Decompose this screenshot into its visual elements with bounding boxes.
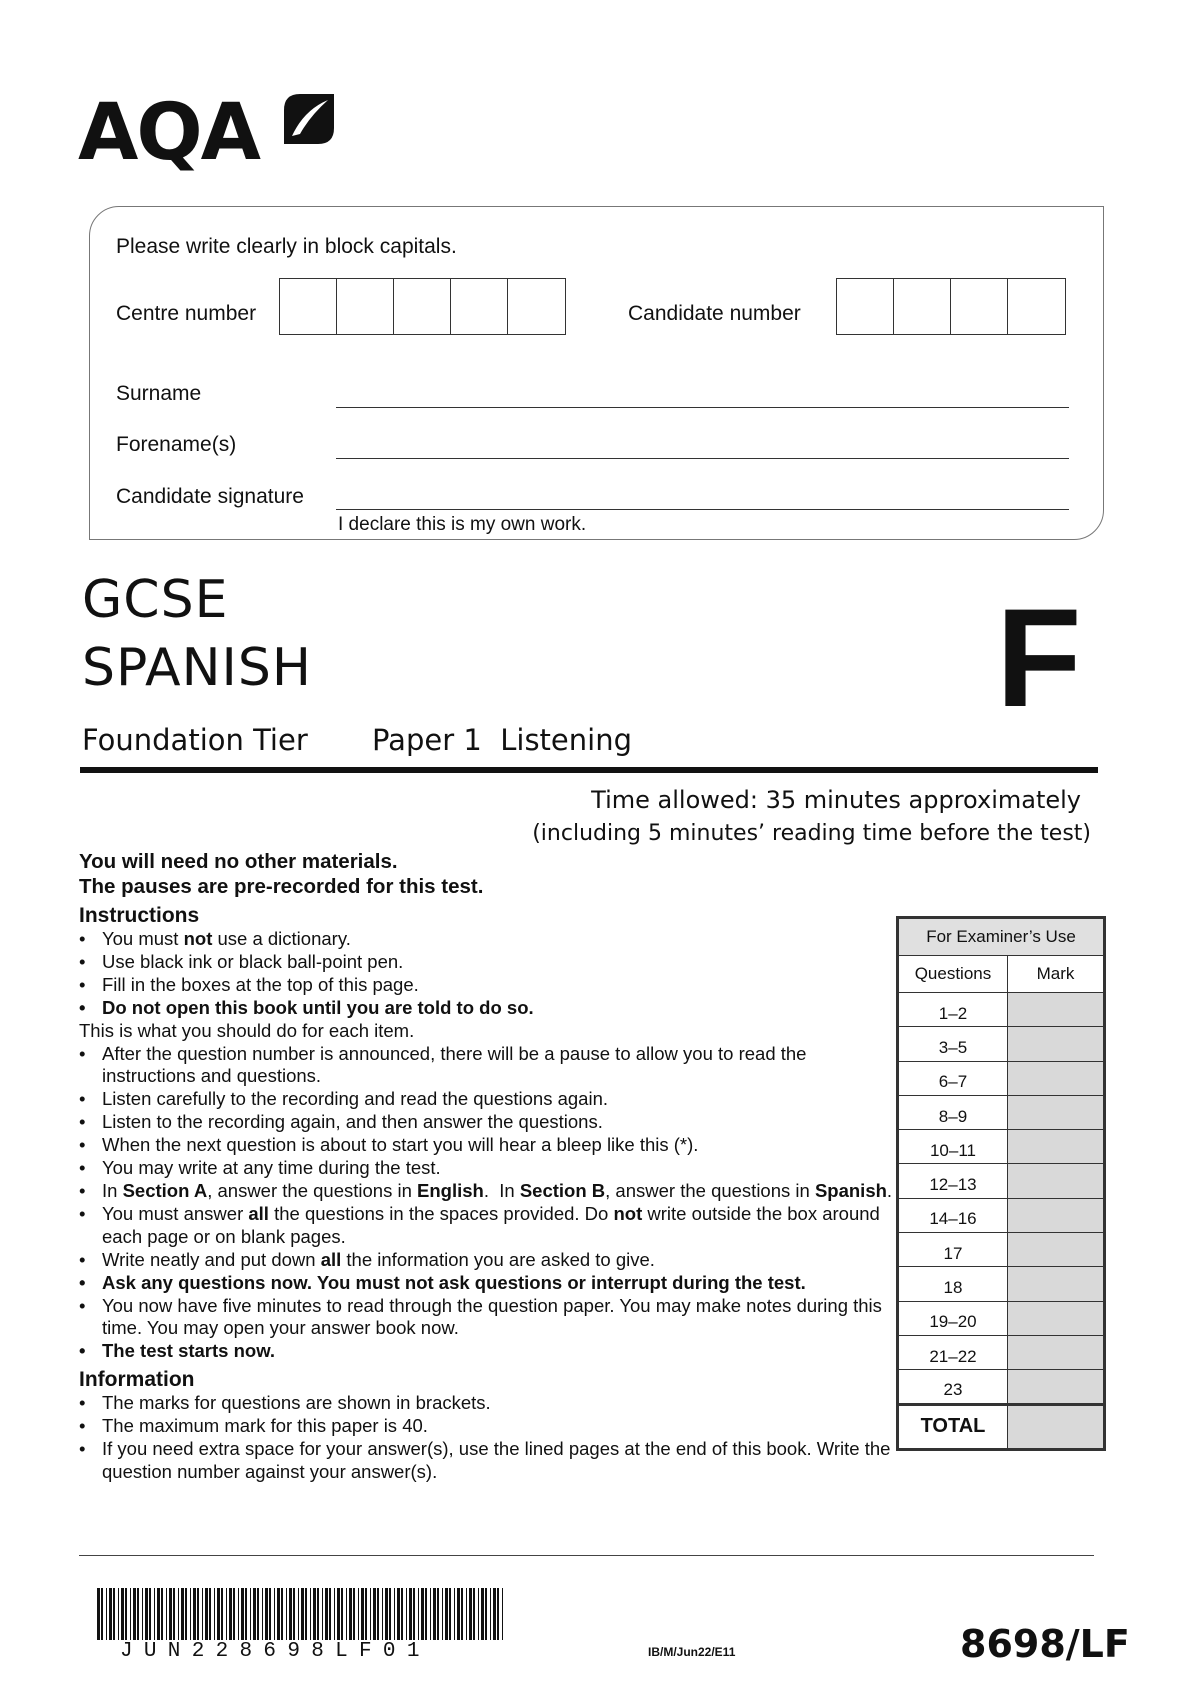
barcode-bar	[466, 1588, 467, 1640]
mark-cell[interactable]	[1007, 1370, 1103, 1404]
barcode-bar	[397, 1588, 400, 1640]
barcode-bar	[329, 1588, 331, 1640]
barcode-bar	[233, 1588, 235, 1640]
mark-cell[interactable]	[1007, 1301, 1103, 1335]
aqa-leaf-icon	[280, 90, 338, 148]
list-item: • Listen carefully to the recording and read the questions again.	[79, 1088, 899, 1111]
question-range-cell: 23	[899, 1370, 1008, 1404]
centre-number-box[interactable]	[394, 279, 451, 334]
barcode-bar	[361, 1588, 364, 1640]
candidate-details-box	[89, 206, 1104, 540]
barcode-bar	[145, 1588, 148, 1640]
barcode-bar	[193, 1588, 196, 1640]
list-item: • You must not use a dictionary.	[79, 928, 899, 951]
list-item: • In Section A, answer the questions in English. In Section B, answer the questions in Spanish.	[79, 1180, 899, 1203]
barcode-bar	[406, 1588, 407, 1640]
table-row	[899, 1370, 1104, 1404]
barcode-bar	[401, 1588, 403, 1640]
barcode-bar	[457, 1588, 460, 1640]
barcode-bar	[241, 1588, 244, 1640]
list-item: • You now have five minutes to read through the question paper. You may make notes during this time. You may open your answer book now.	[79, 1295, 899, 1341]
barcode-bar	[454, 1588, 455, 1640]
list-item: • Listen to the recording again, and then answer the questions.	[79, 1111, 899, 1134]
barcode-bar	[490, 1588, 491, 1640]
barcode-bar	[281, 1588, 283, 1640]
barcode-bar	[205, 1588, 208, 1640]
table-row	[899, 993, 1104, 1027]
barcode-bar	[289, 1588, 292, 1640]
barcode-bar	[409, 1588, 412, 1640]
barcode-bar	[502, 1588, 503, 1640]
centre-number-boxes[interactable]	[279, 278, 566, 335]
mark-cell[interactable]	[1007, 1130, 1103, 1164]
barcode-bar	[425, 1588, 427, 1640]
barcode-bar	[413, 1588, 415, 1640]
barcode-bar	[238, 1588, 239, 1640]
barcode-bar	[358, 1588, 359, 1640]
paper-reference: IB/M/Jun22/E11	[648, 1645, 736, 1659]
list-item: • Do not open this book until you are told to do so.	[79, 997, 899, 1020]
tier-letter: F	[996, 579, 1082, 736]
declaration-text: I declare this is my own work.	[338, 514, 587, 535]
list-item: • The marks for questions are shown in brackets.	[79, 1392, 899, 1415]
barcode-bar	[493, 1588, 496, 1640]
barcode-bar	[142, 1588, 143, 1640]
aqa-logo	[78, 90, 348, 182]
question-range-cell: 14–16	[899, 1198, 1008, 1232]
question-range-cell: 17	[899, 1233, 1008, 1267]
barcode-bar	[277, 1588, 280, 1640]
barcode-bar	[334, 1588, 335, 1640]
barcode-bar	[421, 1588, 424, 1640]
barcode-bar	[109, 1588, 112, 1640]
barcode-bar	[245, 1588, 247, 1640]
barcode-bar	[173, 1588, 175, 1640]
subject-title: SPANISH	[82, 638, 312, 698]
list-item: • You may write at any time during the test.	[79, 1157, 899, 1180]
forename-field[interactable]	[336, 458, 1069, 459]
surname-field[interactable]	[336, 407, 1069, 408]
barcode-bar	[221, 1588, 223, 1640]
barcode-bar	[190, 1588, 191, 1640]
barcode-icon	[97, 1588, 507, 1640]
list-item: • After the question number is announced, there will be a pause to allow you to read the instructions and questions.	[79, 1043, 899, 1089]
forename-label: Forename(s)	[116, 433, 237, 456]
barcode-bar	[214, 1588, 215, 1640]
barcode-bar	[113, 1588, 115, 1640]
barcode-bar	[377, 1588, 379, 1640]
barcode-bar	[370, 1588, 371, 1640]
candidate-number-box[interactable]	[837, 279, 894, 334]
barcode-bar	[473, 1588, 475, 1640]
candidate-number-box[interactable]	[1008, 279, 1065, 334]
table-row	[899, 1164, 1104, 1198]
barcode-bar	[353, 1588, 355, 1640]
barcode-bar	[154, 1588, 155, 1640]
table-row	[899, 1335, 1104, 1369]
list-item: • Write neatly and put down all the information you are asked to give.	[79, 1249, 899, 1272]
table-row	[899, 1061, 1104, 1095]
tier-label: Foundation Tier	[82, 723, 308, 757]
surname-label: Surname	[116, 382, 202, 405]
barcode-bar	[149, 1588, 151, 1640]
block-capitals-instruction: Please write clearly in block capitals.	[116, 235, 457, 258]
mark-cell[interactable]	[1007, 1335, 1103, 1369]
mark-cell[interactable]	[1007, 1164, 1103, 1198]
barcode-bar	[298, 1588, 299, 1640]
barcode-bar	[385, 1588, 388, 1640]
barcode-bar	[97, 1588, 100, 1640]
barcode-bar	[209, 1588, 211, 1640]
barcode-bar	[325, 1588, 328, 1640]
barcode-bar	[322, 1588, 323, 1640]
mark-cell[interactable]	[1007, 993, 1103, 1027]
list-item: • If you need extra space for your answer(s), use the lined pages at the end of this book. Write the question number against your answer(s).	[79, 1438, 899, 1484]
question-range-cell: 18	[899, 1267, 1008, 1301]
question-range-cell: 12–13	[899, 1164, 1008, 1198]
barcode-bar	[442, 1588, 443, 1640]
question-range-cell: 19–20	[899, 1301, 1008, 1335]
table-row	[899, 1233, 1104, 1267]
barcode-bar	[445, 1588, 448, 1640]
barcode-bar	[485, 1588, 487, 1640]
barcode-bar	[305, 1588, 307, 1640]
barcode-bar	[226, 1588, 227, 1640]
footer-divider	[79, 1555, 1094, 1556]
centre-number-label: Centre number	[116, 302, 257, 325]
centre-number-box[interactable]	[508, 279, 565, 334]
time-note: (including 5 minutes’ reading time before the test)	[532, 821, 1091, 846]
barcode-bar	[253, 1588, 256, 1640]
candidate-number-box[interactable]	[894, 279, 951, 334]
barcode-bar	[101, 1588, 103, 1640]
question-range-cell: 10–11	[899, 1130, 1008, 1164]
table-row	[899, 1095, 1104, 1129]
information-list	[79, 1392, 899, 1484]
barcode-bar	[469, 1588, 472, 1640]
barcode-bar	[346, 1588, 347, 1640]
specification-code: 8698/LF	[960, 1622, 1130, 1666]
candidate-number-boxes[interactable]	[836, 278, 1066, 335]
barcode-bar	[310, 1588, 311, 1640]
barcode-bar	[269, 1588, 271, 1640]
barcode-bar	[178, 1588, 179, 1640]
barcode-bar	[125, 1588, 127, 1640]
barcode-bar	[250, 1588, 251, 1640]
examiner-table-title: For Examiner’s Use	[899, 919, 1104, 956]
mark-cell[interactable]	[1007, 1061, 1103, 1095]
question-range-cell: 21–22	[899, 1335, 1008, 1369]
barcode-bar	[137, 1588, 139, 1640]
barcode-bar	[202, 1588, 203, 1640]
questions-column-header: Questions	[899, 956, 1008, 993]
barcode-bar	[133, 1588, 136, 1640]
barcode-bar	[181, 1588, 184, 1640]
list-item: • The maximum mark for this paper is 40.	[79, 1415, 899, 1438]
centre-number-box[interactable]	[337, 279, 394, 334]
candidate-number-box[interactable]	[951, 279, 1008, 334]
barcode-bar	[169, 1588, 172, 1640]
total-row	[899, 1404, 1104, 1448]
instructions-section	[79, 849, 899, 1484]
barcode-bar	[497, 1588, 499, 1640]
barcode-bar	[301, 1588, 304, 1640]
pauses-line: The pauses are pre-recorded for this test.	[79, 875, 484, 898]
barcode-bar	[121, 1588, 124, 1640]
total-label: TOTAL	[899, 1404, 1008, 1448]
mark-cell[interactable]	[1007, 1198, 1103, 1232]
signature-field[interactable]	[336, 509, 1069, 510]
barcode-bar	[337, 1588, 340, 1640]
list-item: • When the next question is about to start you will hear a bleep like this (*).	[79, 1134, 899, 1157]
time-allowed: Time allowed: 35 minutes approximately	[591, 786, 1081, 814]
candidate-number-label: Candidate number	[628, 302, 801, 325]
barcode-bar	[257, 1588, 259, 1640]
barcode-bar	[286, 1588, 287, 1640]
instructions-list	[79, 928, 899, 1020]
signature-label: Candidate signature	[116, 485, 304, 508]
list-item: • You must answer all the questions in the spaces provided. Do not write outside the box around each page or on blank pages.	[79, 1203, 899, 1249]
materials-line: You will need no other materials.	[79, 850, 398, 873]
barcode-bar	[430, 1588, 431, 1640]
list-item: • Fill in the boxes at the top of this page.	[79, 974, 899, 997]
centre-number-box[interactable]	[451, 279, 508, 334]
barcode-bar	[433, 1588, 436, 1640]
what-to-do-text: This is what you should do for each item.	[79, 1019, 415, 1041]
qualification-title: GCSE	[82, 570, 229, 630]
aqa-logo-text: AQA	[78, 88, 260, 178]
barcode-bar	[197, 1588, 199, 1640]
mark-column-header: Mark	[1007, 956, 1103, 993]
question-range-cell: 1–2	[899, 993, 1008, 1027]
total-mark-cell[interactable]	[1007, 1404, 1103, 1448]
examiner-use-table	[896, 916, 1106, 1451]
barcode-bar	[382, 1588, 383, 1640]
barcode-bar	[373, 1588, 376, 1640]
barcode-bar	[166, 1588, 167, 1640]
table-row	[899, 1301, 1104, 1335]
title-divider	[80, 767, 1098, 773]
barcode-bar	[394, 1588, 395, 1640]
table-row	[899, 1267, 1104, 1301]
procedure-list	[79, 1043, 899, 1364]
barcode-bar	[157, 1588, 160, 1640]
information-heading: Information	[79, 1368, 195, 1392]
barcode-bar	[185, 1588, 187, 1640]
barcode-bar	[229, 1588, 232, 1640]
list-item: • The test starts now.	[79, 1340, 899, 1363]
barcode-bar	[161, 1588, 163, 1640]
question-range-cell: 3–5	[899, 1027, 1008, 1061]
barcode-bar	[274, 1588, 275, 1640]
barcode-bar	[293, 1588, 295, 1640]
barcode-bar	[349, 1588, 352, 1640]
barcode-bar	[341, 1588, 343, 1640]
barcode-bar	[418, 1588, 419, 1640]
barcode-bar	[478, 1588, 479, 1640]
mark-cell[interactable]	[1007, 1095, 1103, 1129]
question-range-cell: 6–7	[899, 1061, 1008, 1095]
barcode-bar	[265, 1588, 268, 1640]
mark-cell[interactable]	[1007, 1233, 1103, 1267]
mark-cell[interactable]	[1007, 1027, 1103, 1061]
centre-number-box[interactable]	[280, 279, 337, 334]
barcode-bar	[262, 1588, 263, 1640]
mark-cell[interactable]	[1007, 1267, 1103, 1301]
barcode-bar	[449, 1588, 451, 1640]
barcode-bar	[461, 1588, 463, 1640]
barcode-bar	[481, 1588, 484, 1640]
table-row	[899, 1198, 1104, 1232]
barcode-bar	[118, 1588, 119, 1640]
barcode-bar	[437, 1588, 439, 1640]
paper-label: Paper 1 Listening	[372, 723, 632, 757]
barcode-bar	[389, 1588, 391, 1640]
list-item: • Ask any questions now. You must not ask questions or interrupt during the test.	[79, 1272, 899, 1295]
question-range-cell: 8–9	[899, 1095, 1008, 1129]
barcode-bar	[313, 1588, 316, 1640]
table-row	[899, 1027, 1104, 1061]
barcode-bar	[317, 1588, 319, 1640]
instructions-heading: Instructions	[79, 904, 200, 927]
barcode-text: JUN228698LF01	[120, 1640, 431, 1663]
barcode-bar	[365, 1588, 367, 1640]
barcode-bar	[130, 1588, 131, 1640]
table-row	[899, 1130, 1104, 1164]
list-item: • Use black ink or black ball-point pen.	[79, 951, 899, 974]
barcode-bar	[106, 1588, 107, 1640]
barcode-bar	[217, 1588, 220, 1640]
